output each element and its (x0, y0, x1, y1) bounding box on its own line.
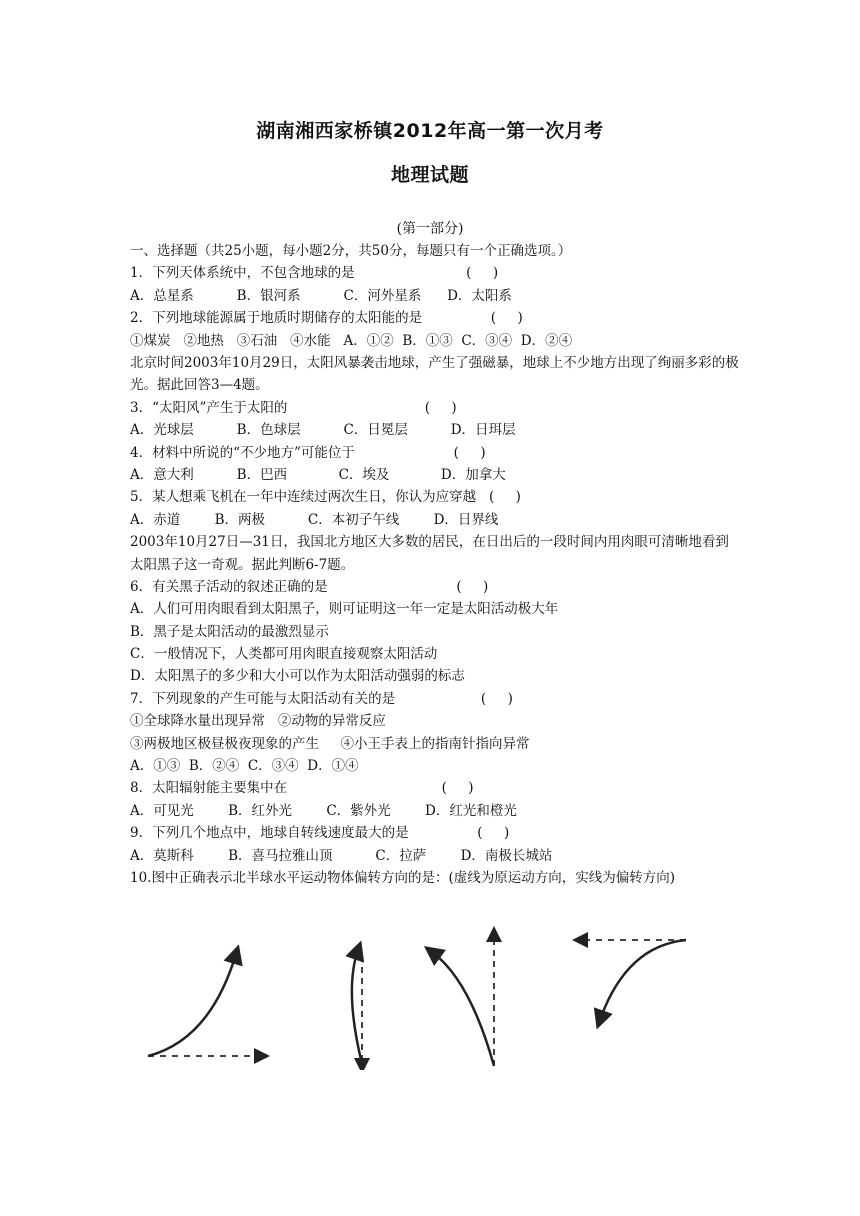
question-6-option-a: A．人们可用肉眼看到太阳黑子，则可证明这一年一定是太阳活动极大年 (130, 601, 559, 618)
question-2: 2．下列地球能源属于地质时期储存的太阳能的是 ( ) (130, 310, 523, 327)
question-4-options: A．意大利 B．巴西 C．埃及 D．加拿大 (130, 466, 506, 483)
question-2-options: ①煤炭 ②地热 ③石油 ④水能 A．①② B．①③ C．③④ D．②④ (130, 332, 573, 349)
question-body (130, 240, 740, 889)
question-1-options: A．总星系 B．银河系 C．河外星系 D．太阳系 (130, 287, 512, 304)
question-7-items-1: ①全球降水量出现异常 ②动物的异常反应 (130, 713, 386, 730)
deflection-figure (130, 920, 730, 1070)
question-6: 6．有关黑子活动的叙述正确的是 ( ) (130, 578, 489, 595)
exam-subtitle: 地理试题 (390, 164, 469, 186)
question-6-option-b: B．黑子是太阳活动的最激烈显示 (130, 623, 329, 640)
figure-b-diagram (352, 950, 362, 1066)
section-instructions: 一、选择题（共25小题，每小题2分，共50分，每题只有一个正确选项。） (130, 243, 572, 259)
question-5-options: A．赤道 B．两极 C．本初子午线 D．日界线 (130, 511, 499, 528)
question-10: 10.图中正确表示北半球水平运动物体偏转方向的是：(虚线为原运动方向，实线为偏转方向) (130, 870, 676, 886)
question-3: 3．“太阳风”产生于太阳的 ( ) (130, 399, 457, 416)
question-5: 5．某人想乘飞机在一年中连续过两次生日，你认为应穿越 ( ) (130, 489, 521, 506)
section-label: (第一部分) (396, 221, 464, 237)
question-1: 1．下列天体系统中，不包含地球的是 ( ) (130, 265, 499, 282)
question-3-options: A．光球层 B．色球层 C．日冕层 D．日珥层 (130, 422, 516, 439)
question-9: 9．下列几个地点中，地球自转线速度最大的是 ( ) (130, 825, 510, 842)
question-9-options: A．莫斯科 B．喜马拉雅山顶 C．拉萨 D．南极长城站 (130, 847, 553, 864)
question-8: 8．太阳辐射能主要集中在 ( ) (130, 780, 474, 797)
question-6-option-d: D．太阳黑子的多少和大小可以作为太阳活动强弱的标志 (130, 668, 465, 685)
question-8-options: A．可见光 B．红外光 C．紫外光 D．红光和橙光 (130, 802, 517, 819)
question-7-options: A．①③ B．②④ C．③④ D．①④ (130, 758, 359, 775)
material-3-4: 北京时间2003年10月29日，太阳风暴袭击地球，产生了强磁暴，地球上不少地方出现了绚丽多彩的极光。据此回答3—4题。 (130, 354, 739, 394)
question-6-option-c: C．一般情况下，人类都可用肉眼直接观察太阳活动 (130, 646, 438, 663)
question-7: 7．下列现象的产生可能与太阳活动有关的是 ( ) (130, 690, 513, 707)
question-4: 4．材料中所说的“不少地方”可能位于 ( ) (130, 444, 486, 461)
figure-a-diagram (148, 954, 262, 1056)
figure-c-diagram (432, 934, 494, 1066)
exam-title: 湖南湘西家桥镇2012年高一第一次月考 (256, 120, 604, 142)
figure-d-diagram (580, 940, 686, 1020)
question-7-items-2: ③两极地区极昼极夜现象的产生 ④小王手表上的指南针指向异常 (130, 735, 530, 752)
material-6-7: 2003年10月27日—31日，我国北方地区大多数的居民，在日出后的一段时间内用肉眼可清晰地看到太阳黑子这一奇观。据此判断6-7题。 (130, 534, 729, 573)
